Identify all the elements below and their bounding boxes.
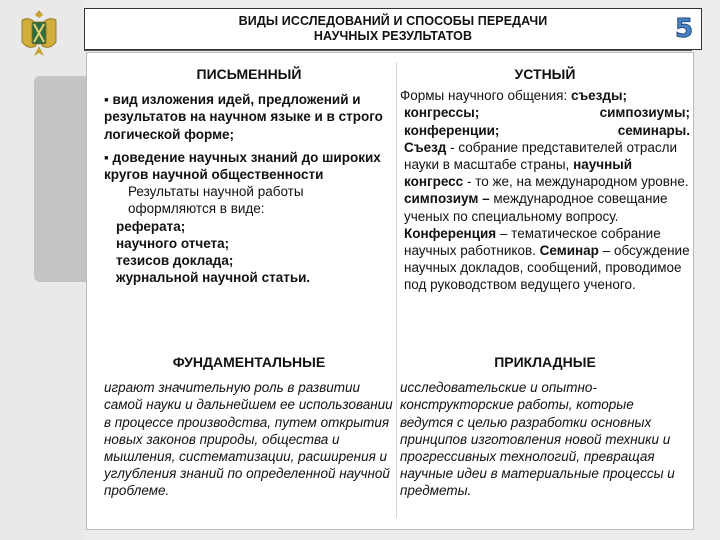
oral-intro: Формы научного общения:: [400, 88, 568, 104]
def-congress-term: Съезд: [404, 139, 447, 155]
oral-forms-line-2: [400, 104, 690, 121]
slide-title-line2: НАУЧНЫХ РЕЗУЛЬТАТОВ: [313, 29, 473, 43]
written-bullet-1: ▪ вид изложения идей, предложений и результатов на научном языке и в строго логической форме;: [104, 92, 383, 142]
fundamental-heading: ФУНДАМЕНТАЛЬНЫЕ: [172, 354, 326, 370]
slide-title-line1: ВИДЫ ИССЛЕДОВАНИЙ И СПОСОБЫ ПЕРЕДАЧИ: [238, 14, 548, 28]
written-section: [104, 66, 394, 286]
def-conference-term: Конференция: [404, 225, 497, 241]
written-form-2: научного отчета;: [116, 235, 230, 251]
slide-title-box: [84, 8, 702, 50]
oral-form-congresses: съезды;: [571, 88, 627, 104]
def-conference-text: – тематическое собрание научных работников.: [404, 225, 661, 259]
right-margin: [692, 0, 720, 540]
def-symposium-term: симпозиум –: [404, 191, 490, 207]
written-results-intro: Результаты научной работы оформляются в виде:: [128, 184, 304, 217]
column-divider: [396, 62, 397, 518]
def-seminar-term: Семинар: [539, 243, 599, 259]
written-heading: ПИСЬМЕННЫЙ: [196, 66, 302, 82]
applied-heading: ПРИКЛАДНЫЕ: [494, 354, 596, 370]
oral-form-symposium: симпозиумы;: [599, 105, 690, 121]
fundamental-text: играют значительную роль в развитии самой науки и дальнейшем ее использовании в процессе производства, путем открытия новых законов природы, общества и мышления, систематизации, расширения и углубления знаний по определенной научной проблеме.: [104, 380, 393, 499]
oral-section: [400, 66, 690, 294]
applied-section: [400, 354, 690, 500]
slide-number: 5: [674, 14, 694, 44]
emblem-icon: [16, 6, 62, 62]
def-kongress-text: - то же, на международном уровне.: [463, 174, 689, 190]
applied-text: исследовательские и опытно-конструкторские работы, которые ведутся с целью разработки основных принципов изготовления новой техники и прогрессивных технологий, превращая научные идеи в материальные процессы и предметы.: [400, 380, 675, 499]
def-kongress-term: научный конгресс: [404, 157, 633, 190]
oral-forms-line-1: [400, 87, 690, 104]
def-symposium-text: международное совещание ученых по специальному вопросу.: [404, 191, 668, 224]
oral-form-seminar: семинары.: [617, 122, 690, 138]
def-congress-text: - собрание представителей отрасли науки в масштабе страны,: [404, 139, 678, 173]
oral-form-conference: конференции;: [404, 122, 500, 138]
header-divider: [84, 50, 692, 51]
fundamental-section: [104, 354, 394, 500]
def-seminar-text: – обсуждение научных докладов, сообщений, проводимое под руководством ведущего ученого.: [404, 243, 690, 293]
written-form-4: журнальной научной статьи.: [116, 270, 311, 286]
decorative-band: [34, 76, 86, 282]
written-form-1: реферата;: [116, 218, 186, 234]
written-bullet-2: ▪ доведение научных знаний до широких кругов научной общественности: [104, 149, 381, 183]
written-form-3: тезисов доклада;: [116, 253, 234, 269]
oral-heading: УСТНЫЙ: [514, 66, 576, 82]
oral-forms-line-3: [400, 122, 690, 139]
oral-definitions: [400, 139, 690, 294]
oral-form-kongress: конгрессы;: [404, 105, 480, 121]
slide-number-badge: [672, 14, 696, 44]
